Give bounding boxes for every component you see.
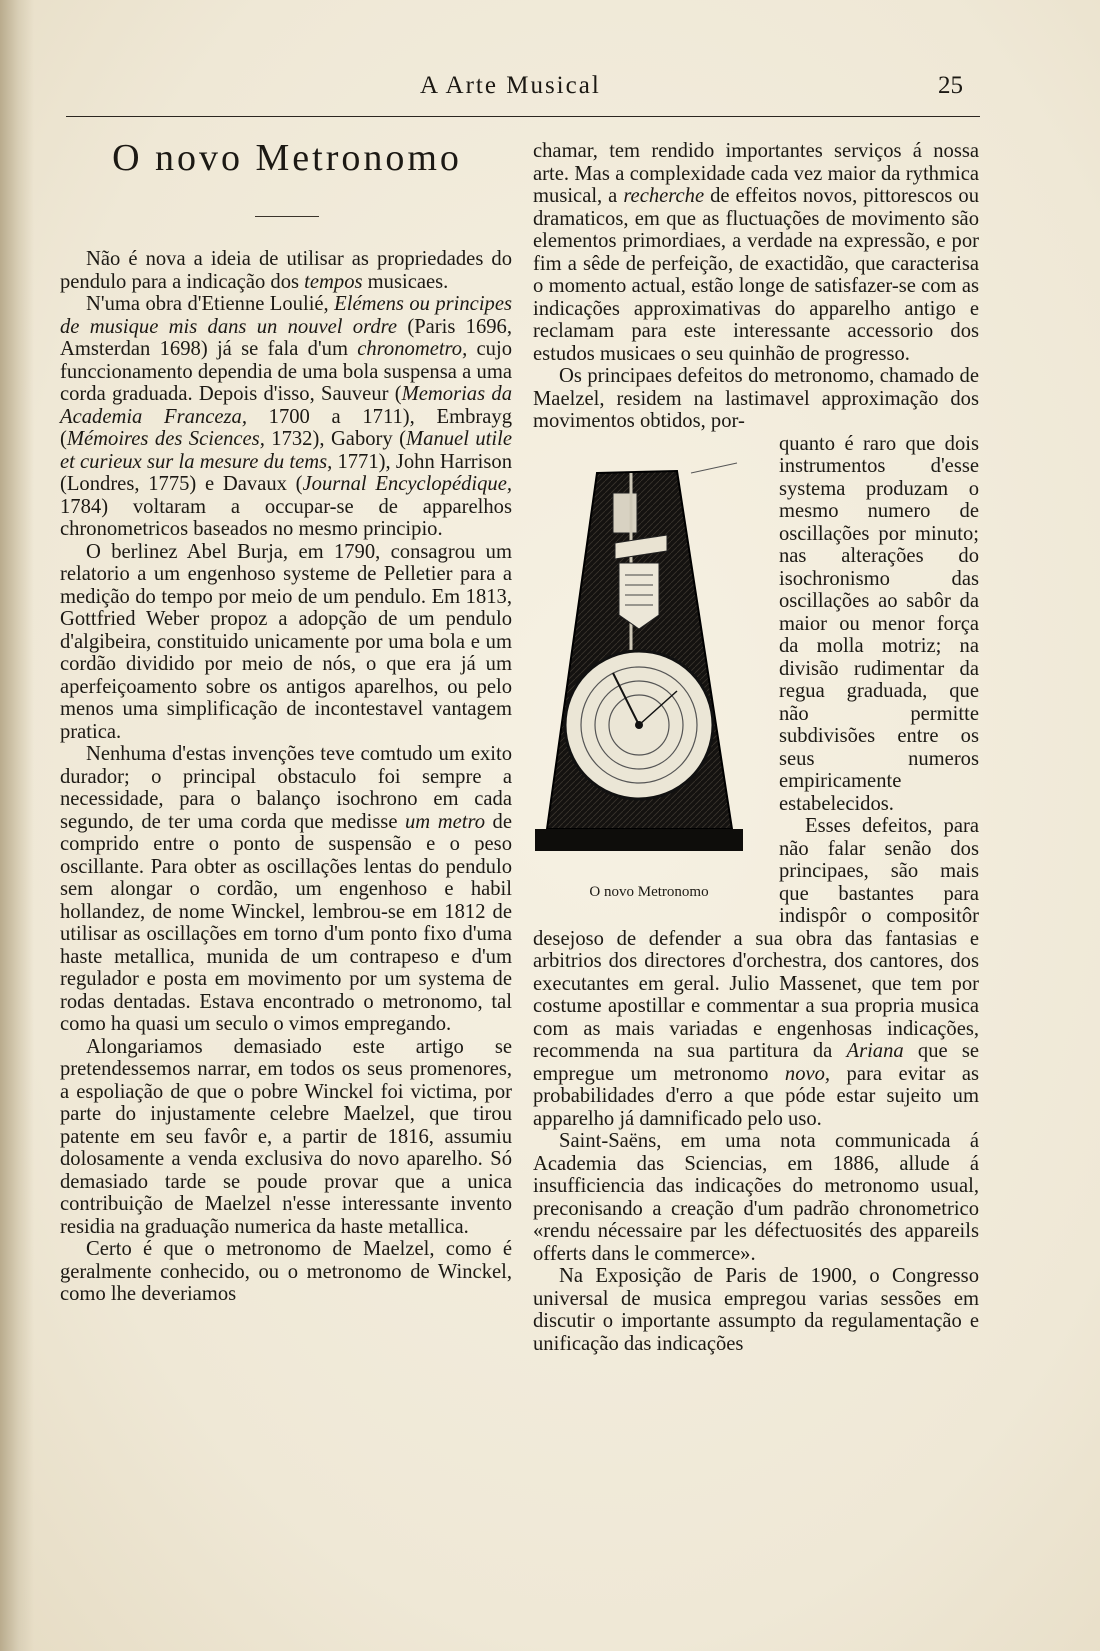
text-run: 1732), Gabory ( xyxy=(264,428,407,450)
right-column-top-text xyxy=(533,140,979,433)
text-run: de comprido entre o ponto de suspensão e o peso oscillante. Para obter as oscillações lentas do pendulo sem alongar o cordão, um engenhoso e habil hollandez, de nome Winckel, lembrou-se em 1812 de utilisar as oscillações em torno d'um ponto fixo d'uma haste metallica, munida de um contrapeso e d'um regulador e posta em movimento por um systema de rodas dentadas. Estava encontrado o metronomo, tal como ha quasi um seculo o vimos empregando. xyxy=(60,810,512,1035)
italic-text: novo, xyxy=(784,1062,831,1085)
italic-text: chronometro, xyxy=(357,338,468,360)
metronome-figure xyxy=(527,433,771,913)
binding-gutter xyxy=(0,0,34,1651)
paragraph xyxy=(60,248,512,293)
header-rule xyxy=(66,116,980,117)
text-run: para evitar as probabilidades d'erro a que póde estar sujeito um apparelho já damnificado pelo uso. xyxy=(533,1062,979,1130)
left-column xyxy=(60,248,512,1306)
paragraph xyxy=(533,1265,979,1355)
text-run: 1700 a 1711), Embrayg ( xyxy=(60,405,512,450)
page-header xyxy=(0,72,1100,102)
text-run: (Paris 1696, Amsterdan 1698) já se fala d'um xyxy=(60,315,513,360)
text-run: 1771), John Harrison (Londres, 1775) e Davaux ( xyxy=(60,450,512,495)
paragraph xyxy=(533,140,979,365)
text-run: de effeitos novos, pittorescos ou dramaticos, em que as fluctuações de movimento são elementos primordiaes, a verdade na expressão, e por fim a sêde de perfeição, de exactidão, que caracterisa o momento actual, estão longe de satisfazer-se com as indicações approximativas do apparelho antigo e reclamam para este interessante accessorio dos estudos musicaes o seu quinhão de progresso. xyxy=(533,185,979,365)
metronome-illustration xyxy=(527,433,771,873)
italic-text: Journal Encyclopédique, xyxy=(302,473,513,495)
article-title: O novo Metronomo xyxy=(112,137,462,179)
italic-text: Ariana xyxy=(846,1040,904,1062)
figure-caption: O novo Metronomo xyxy=(589,883,709,900)
paragraph xyxy=(533,1130,979,1265)
text-run: Certo é que o metronomo de Maelzel, como é geralmente conhecido, ou o metronomo de Winckel, como lhe deveriamos xyxy=(60,1238,512,1305)
italic-text: Elémens ou principes de musique mis dans un nouvel ordre xyxy=(60,293,512,338)
right-column xyxy=(533,140,979,1355)
text-run: Alongariamos demasiado este artigo se pretendessemos narrar, em todos os seus promenores, a espoliação de que o pobre Winckel foi victima, por parte do injustamente celebre Maelzel, que tirou patente em seu favôr e, a partir de 1816, assumiu dolosamente a venda exclusiva do novo aparelho. Só demasiado tarde se poude provar que a unica contribuição de Maelzel n'esse interessante invento residia na graduação numerica da haste metallica. xyxy=(60,1035,512,1238)
text-run: musicaes. xyxy=(362,270,449,293)
title-divider xyxy=(255,216,319,217)
italic-text: Mémoires des Sciences, xyxy=(66,428,265,450)
italic-text: recherche xyxy=(623,185,705,207)
italic-text: um metro xyxy=(405,810,485,833)
running-title: A Arte Musical xyxy=(420,72,601,99)
paragraph xyxy=(533,365,979,433)
text-run: N'uma obra d'Etienne Loulié, xyxy=(86,293,335,315)
italic-text: Manuel utile et curieux sur la mesure du tems, xyxy=(60,428,512,473)
paragraph xyxy=(60,293,512,541)
paragraph xyxy=(60,1036,512,1239)
text-run: Nenhuma d'estas invenções teve comtudo um exito durador; o principal obstaculo foi sempre a necessidade, para o balanço isochrono em cada segundo, de ter uma corda que medisse xyxy=(60,743,512,833)
paragraph xyxy=(60,743,512,1036)
italic-text: tempos xyxy=(304,270,363,293)
text-run: cujo funccionamento dependia de uma bola suspensa a uma corda graduada. Depois d'isso, Sauveur ( xyxy=(60,338,512,405)
text-run: que se empregue um metronomo xyxy=(533,1040,980,1085)
paragraph xyxy=(60,541,512,744)
text-run: Esses defeitos, para não falar senão dos principaes, são mais que bastantes para indispôr o compositôr desejoso de defender a sua obra das fantasias e arbitrios dos directores d'orchestra, dos cantores, dos executantes em geral. Julio Massenet, que tem por costume apostillar e commentar a sua propria musica com as mais variadas e engenhosas indicações, recommenda na sua partitura da xyxy=(533,815,979,1062)
text-run: Os principaes defeitos do metronomo, chamado de Maelzel, residem na lastimavel approximação dos movimentos obtidos, por- xyxy=(533,365,979,432)
page-number: 25 xyxy=(938,72,963,99)
italic-text: Memorias da Academia Franceza, xyxy=(60,383,512,428)
text-run: Não é nova a ideia de utilisar as propriedades do pendulo para a indicação dos xyxy=(60,248,512,293)
text-run: 1784) voltaram a occupar-se de apparelhos chronometricos baseados no mesmo principio. xyxy=(60,495,512,540)
text-run: O berlinez Abel Burja, em 1790, consagrou um relatorio a um engenhoso systeme de Pelletier para a medição do tempo por meio de um pendulo. Em 1813, Gottfried Weber propoz a adopção de um pendulo d'algibeira, constituido unicamente por uma bola e um cordão dividido por meio de nós, o que era já um aperfeiçoamento sobre os antigos aparelhos, ou pelo menos uma simplificação de incontestavel vantagem pratica. xyxy=(60,540,512,743)
right-column-wrapped-text: quanto é raro que dois instrumentos d'esse systema produzam o mesmo numero de oscillações por minuto; nas alterações do isochronismo das oscillações ao sabôr da maior ou menor força da molla motriz; na divisão rudimentar da regua graduada, que não permitte subdivisões entre os seus numeros empiricamente estabelecidos. xyxy=(779,432,979,815)
text-run: Saint-Saëns, em uma nota communicada á Academia das Sciencias, em 1886, allude á insufficiencia das indicações do metronomo usual, preconisando a creação d'um padrão chronometrico «rendu nécessaire par les défectuosités des appareils offerts dans le commerce». xyxy=(533,1130,979,1265)
text-run: Na Exposição de Paris de 1900, o Congresso universal de musica empregou varias sessões em discutir o importante assumpto da regulamentação e unificação das indicações xyxy=(533,1265,979,1355)
paragraph xyxy=(60,1238,512,1306)
text-run: chamar, tem rendido importantes serviços á nossa arte. Mas a complexidade cada vez maior da rythmica musical, a xyxy=(533,140,979,207)
